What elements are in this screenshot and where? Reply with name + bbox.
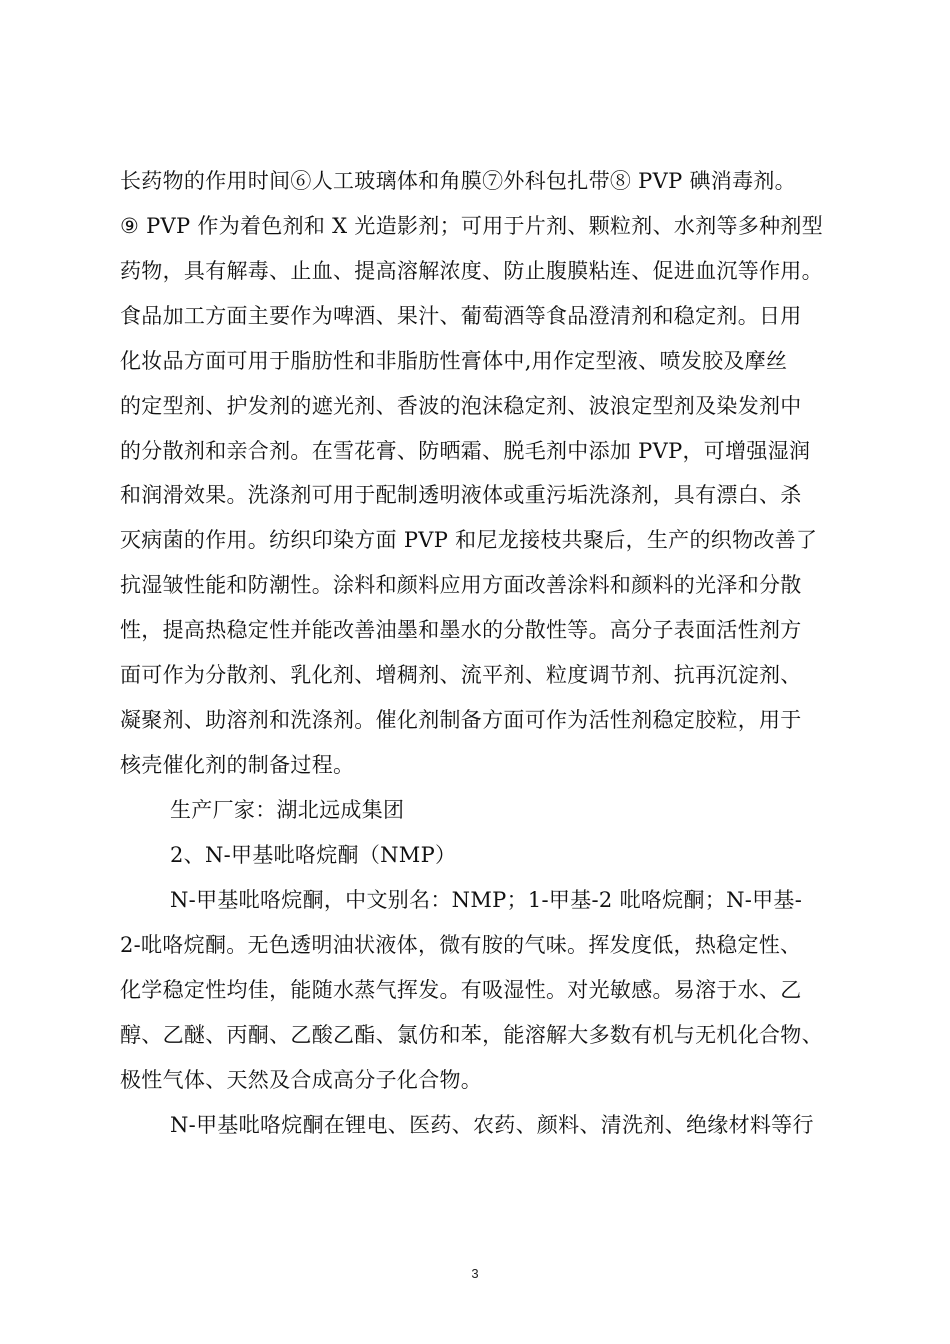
- body-text-line: 抗湿皱性能和防潮性。涂料和颜料应用方面改善涂料和颜料的光泽和分散: [120, 573, 802, 597]
- body-text-line: 食品加工方面主要作为啤酒、果汁、葡萄酒等食品澄清剂和稳定剂。日用: [120, 304, 802, 328]
- body-text-line: 极性气体、天然及合成高分子化合物。: [120, 1068, 483, 1092]
- body-text-line: 性，提高热稳定性并能改善油墨和墨水的分散性等。高分子表面活性剂方: [120, 618, 802, 642]
- body-text-line: 长药物的作用时间⑥人工玻璃体和角膜⑦外科包扎带⑧ PVP 碘消毒剂。: [120, 169, 796, 193]
- page-number: 3: [471, 1266, 479, 1281]
- body-text-line: ⑨ PVP 作为着色剂和 X 光造影剂；可用于片剂、颗粒剂、水剂等多种剂型: [120, 214, 823, 238]
- body-text-line: 核壳催化剂的制备过程。: [120, 753, 355, 777]
- body-text-line: 药物，具有解毒、止血、提高溶解浓度、防止腹膜粘连、促进血沉等作用。: [120, 259, 823, 283]
- body-text-line: N-甲基吡咯烷酮在锂电、医药、农药、颜料、清洗剂、绝缘材料等行: [170, 1113, 814, 1137]
- section-heading: 2、N-甲基吡咯烷酮（NMP）: [170, 843, 457, 867]
- body-text-line: N-甲基吡咯烷酮，中文别名：NMP；1-甲基-2 吡咯烷酮；N-甲基-: [170, 888, 803, 912]
- body-text-line: 的定型剂、护发剂的遮光剂、香波的泡沫稳定剂、波浪定型剂及染发剂中: [120, 394, 802, 418]
- body-text-line: 灭病菌的作用。纺织印染方面 PVP 和尼龙接枝共聚后，生产的织物改善了: [120, 528, 818, 552]
- body-text-line: 2-吡咯烷酮。无色透明油状液体，微有胺的气味。挥发度低，热稳定性、: [120, 933, 802, 957]
- body-text-line: 化学稳定性均佳，能随水蒸气挥发。有吸湿性。对光敏感。易溶于水、乙: [120, 978, 802, 1002]
- body-text-line: 面可作为分散剂、乳化剂、增稠剂、流平剂、粒度调节剂、抗再沉淀剂、: [120, 663, 802, 687]
- body-text-line: 的分散剂和亲合剂。在雪花膏、防晒霜、脱毛剂中添加 PVP，可增强湿润: [120, 439, 811, 463]
- body-text-line: 凝聚剂、助溶剂和洗涤剂。催化剂制备方面可作为活性剂稳定胶粒，用于: [120, 708, 802, 732]
- body-text-line: 化妆品方面可用于脂肪性和非脂肪性膏体中,用作定型液、喷发胶及摩丝: [120, 349, 788, 373]
- body-text-line: 醇、乙醚、丙酮、乙酸乙酯、氯仿和苯，能溶解大多数有机与无机化合物、: [120, 1023, 823, 1047]
- body-text-line: 和润滑效果。洗涤剂可用于配制透明液体或重污垢洗涤剂，具有漂白、杀: [120, 483, 802, 507]
- manufacturer-line: 生产厂家：湖北远成集团: [170, 798, 405, 822]
